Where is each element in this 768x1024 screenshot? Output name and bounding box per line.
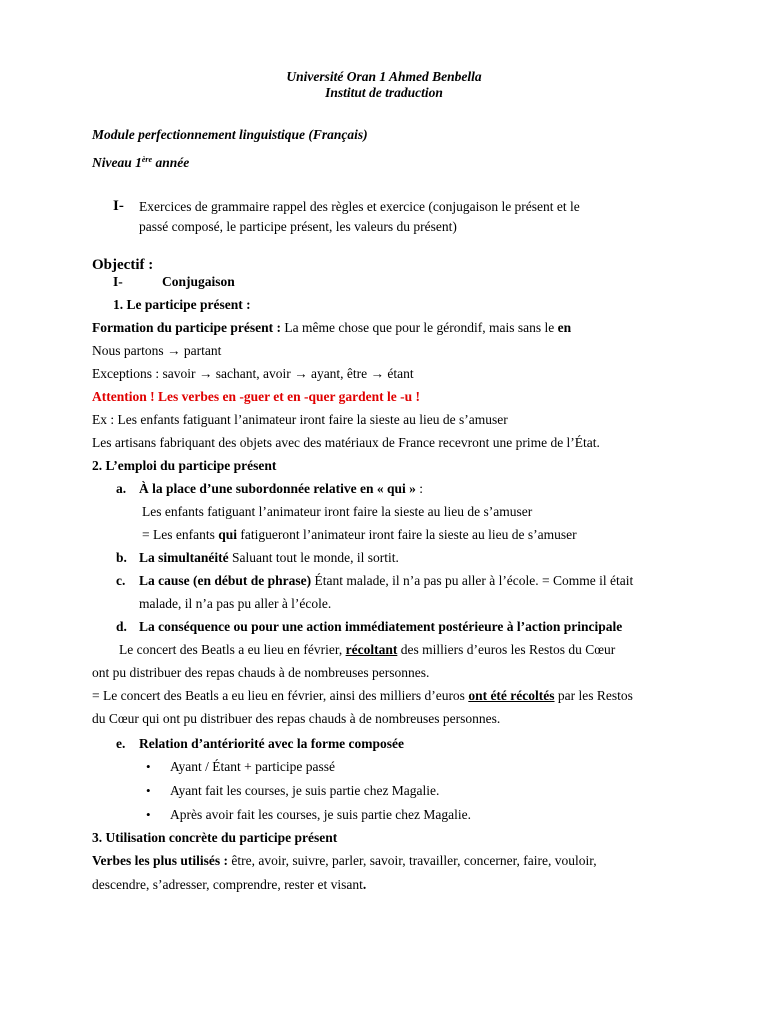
item-a-colon: : — [415, 481, 424, 496]
institute-name: Institut de traduction — [325, 85, 443, 100]
verbs-text: être, avoir, suivre, parler, savoir, travailler, concerner, faire, vouloir, — [228, 853, 597, 868]
verbs-end: . — [362, 877, 367, 892]
exceptions-line: Exceptions : savoir → sachant, avoir → ayant, être → étant — [92, 366, 414, 381]
item-a-example2-qui: qui — [218, 527, 237, 542]
item-a-label: a. — [116, 481, 127, 496]
item-a-example1: Les enfants fatiguant l’animateur iront faire la sieste au lieu de s’amuser — [142, 504, 533, 519]
subsection-label: Conjugaison — [162, 274, 235, 289]
item-d-label: d. — [116, 619, 127, 634]
module-title: Module perfectionnement linguistique (Français) — [92, 127, 368, 142]
bullet-item: Ayant / Étant + participe passé — [170, 759, 335, 774]
bullet-icon: • — [146, 783, 151, 798]
bullet-icon: • — [146, 807, 151, 822]
item-d-title: La conséquence ou pour une action immédiatement postérieure à l’action principale — [139, 619, 623, 634]
item-a-example2-post: fatigueront l’animateur iront faire la sieste au lieu de s’amuser — [237, 527, 577, 542]
item-d-line2: ont pu distribuer des repas chauds à de nombreuses personnes. — [92, 665, 430, 680]
verbs-label: Verbes les plus utilisés : — [92, 853, 229, 868]
item-d-line1-key: récoltant — [345, 642, 398, 657]
item-a-line — [139, 482, 423, 496]
item-d-line1 — [119, 643, 615, 657]
level-line — [92, 156, 189, 170]
section-number: I- — [113, 198, 124, 214]
formation-en: en — [557, 320, 572, 335]
formation-line — [92, 321, 571, 335]
attention-warning: Attention ! Les verbes en -guer et en -quer gardent le -u ! — [92, 389, 420, 404]
item-a-title: À la place d’une subordonnée relative en « qui » — [139, 481, 416, 496]
item-c-text: Étant malade, il n’a pas pu aller à l’école. = Comme il était — [311, 573, 634, 588]
verbs-line2 — [92, 878, 366, 892]
verbs-line1 — [92, 854, 597, 868]
formation-text: La même chose que pour le gérondif, mais sans le — [280, 320, 558, 335]
item-b-title: La simultanéité — [139, 550, 229, 565]
utilisation-heading: 3. Utilisation concrète du participe présent — [92, 830, 338, 845]
item-d-line3-key: ont été récoltés — [468, 688, 555, 703]
bullet-item: Ayant fait les courses, je suis partie chez Magalie. — [170, 783, 440, 798]
item-c-title: La cause (en début de phrase) — [139, 573, 312, 588]
participe-heading: 1. Le participe présent : — [113, 297, 251, 312]
subsection-number: I- — [113, 274, 123, 289]
item-d-line1-post: des milliers d’euros les Restos du Cœur — [397, 642, 616, 657]
item-d-line3-post: par les Restos — [554, 688, 633, 703]
level-superscript: ère — [141, 155, 153, 164]
level-suffix: année — [152, 155, 190, 170]
item-c-label: c. — [116, 573, 126, 588]
example-line1: Ex : Les enfants fatiguant l’animateur iront faire la sieste au lieu de s’amuser — [92, 412, 508, 427]
item-e-title: Relation d’antériorité avec la forme composée — [139, 736, 405, 751]
item-a-example2 — [142, 528, 577, 542]
level-text: Niveau 1 — [92, 155, 142, 170]
bullet-item: Après avoir fait les courses, je suis partie chez Magalie. — [170, 807, 472, 822]
item-d-line3 — [92, 689, 633, 703]
example-line2: Les artisans fabriquant des objets avec des matériaux de France recevront une prime de l’État. — [92, 435, 600, 450]
item-e-label: e. — [116, 736, 126, 751]
item-b-label: b. — [116, 550, 127, 565]
item-d-line3-pre: = Le concert des Beatls a eu lieu en février, ainsi des milliers d’euros — [92, 688, 469, 703]
item-c-line2: malade, il n’a pas pu aller à l’école. — [139, 596, 332, 611]
formation-label: Formation du participe présent : — [92, 320, 281, 335]
university-name: Université Oran 1 Ahmed Benbella — [286, 69, 482, 84]
item-b-line — [139, 551, 399, 565]
verbs-text2: descendre, s’adresser, comprendre, rester et visant — [92, 877, 363, 892]
item-d-line4: du Cœur qui ont pu distribuer des repas chauds à de nombreuses personnes. — [92, 711, 501, 726]
section-description-line1: Exercices de grammaire rappel des règles et exercice (conjugaison le présent et le — [139, 199, 580, 214]
item-a-example2-pre: = Les enfants — [142, 527, 219, 542]
objectif-title: Objectif : — [92, 257, 154, 273]
item-d-line1-pre: Le concert des Beatls a eu lieu en février, — [119, 642, 346, 657]
item-b-text: Saluant tout le monde, il sortit. — [228, 550, 399, 565]
bullet-icon: • — [146, 759, 151, 774]
example-partons: Nous partons → partant — [92, 343, 222, 358]
section-description-line2: passé composé, le participe présent, les valeurs du présent) — [139, 219, 457, 234]
item-c-line — [139, 574, 633, 588]
emploi-heading: 2. L’emploi du participe présent — [92, 458, 277, 473]
